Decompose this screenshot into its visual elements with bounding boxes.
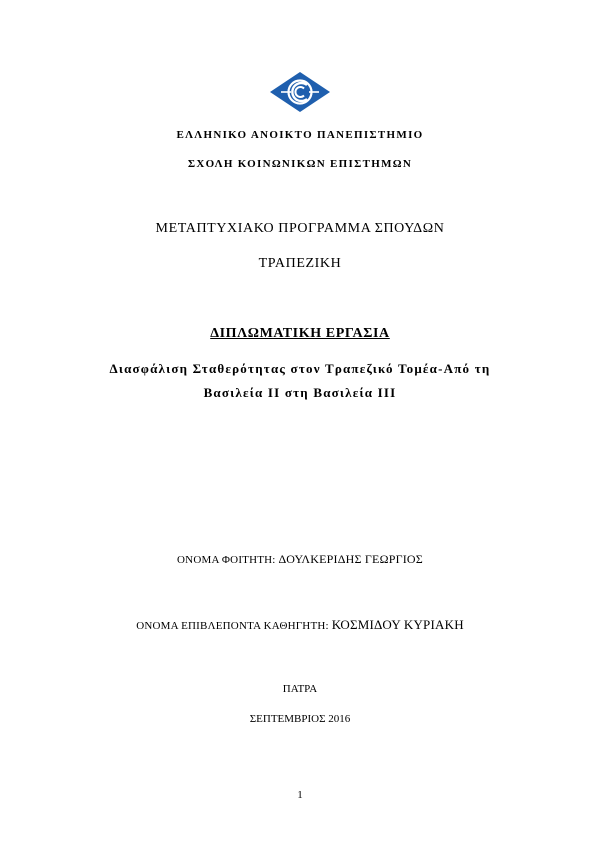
- program-specialty: ΤΡΑΠΕΖΙΚΗ: [258, 256, 342, 271]
- supervisor-name: ΚΟΣΜΙΔΟΥ ΚΥΡΙΑΚΗ: [331, 617, 464, 632]
- thesis-label: ΔΙΠΛΩΜΑΤΙΚΗ ΕΡΓΑΣΙΑ: [210, 326, 390, 341]
- university-name: ΕΛΛΗΝΙΚΟ ΑΝΟΙΚΤΟ ΠΑΝΕΠΙΣΤΗΜΙΟ: [176, 129, 424, 141]
- supervisor-label: ΟΝΟΜΑ ΕΠΙΒΛΕΠΟΝΤΑ ΚΑΘΗΓΗΤΗ:: [136, 620, 329, 632]
- supervisor-line: [0, 617, 600, 633]
- university-logo-icon: [269, 71, 331, 113]
- student-line: [0, 552, 600, 567]
- thesis-title-line-2: Βασιλεία ΙΙ στη Βασιλεία ΙΙΙ: [203, 385, 397, 400]
- school-name: ΣΧΟΛΗ ΚΟΙΝΩΝΙΚΩΝ ΕΠΙΣΤΗΜΩΝ: [187, 158, 413, 170]
- student-label: ΟΝΟΜΑ ΦΟΙΤΗΤΗ:: [177, 554, 276, 566]
- program-name: ΜΕΤΑΠΤΥΧΙΑΚΟ ΠΡΟΓΡΑΜΜΑ ΣΠΟΥΔΩΝ: [155, 221, 445, 236]
- thesis-title-line-1: Διασφάλιση Σταθερότητας στον Τραπεζικό Τομέα-Από τη: [109, 361, 491, 376]
- student-name: ΔΟΥΛΚΕΡΙΔΗΣ ΓΕΩΡΓΙΟΣ: [278, 552, 423, 566]
- city: ΠΑΤΡΑ: [282, 683, 318, 695]
- page-number: 1: [297, 789, 303, 801]
- date: ΣΕΠΤΕΜΒΡΙΟΣ 2016: [249, 713, 351, 725]
